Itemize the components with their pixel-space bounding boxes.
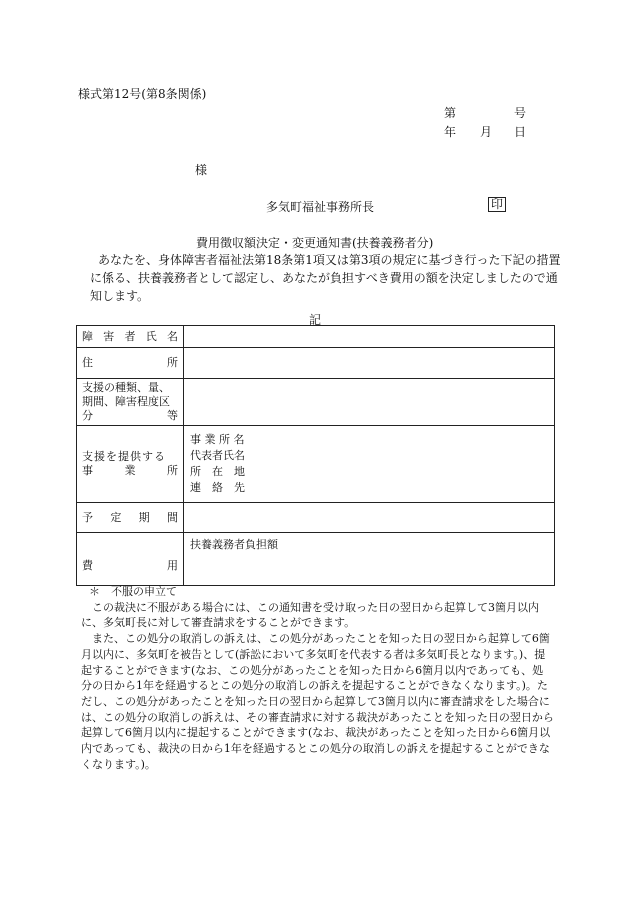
- label-char: 間: [166, 510, 178, 524]
- label-char: 害: [103, 329, 115, 343]
- label-char: 用: [167, 559, 178, 572]
- label-char: 住: [82, 356, 93, 369]
- label-text: 支援を提供する: [82, 450, 166, 463]
- seal-mark: 印: [488, 197, 506, 212]
- provider-contact-label: 連 絡 先: [190, 481, 245, 494]
- document-title: 費用徴収額決定・変更通知書(扶養義務者分): [196, 236, 434, 250]
- label-address: [77, 348, 184, 379]
- label-support-type: [77, 379, 184, 426]
- value-support-type: [184, 379, 555, 426]
- label-char: 費: [82, 559, 93, 572]
- notes-paragraph-2: また、この処分の取消しの訴えは、この処分があったことを知った日の翌日から起算して6箇月以内に、多気町を被告として(訴訟において多気町を代表する者は多気町長となります。)、提起することができます(なお、この処分があったことを知った日から6箇月以内であっても、処分の日から1年を経過するとこの処分の取消しの訴えを提起することができなくなります。)。ただし、この処分があったことを知った日の翌日から起算して3箇月以内に審査請求をした場合には、この処分の取消しの訴えは、その審査請求に対する裁決があったことを知った日の翌日から起算して6箇月以内に提起することができます(なお、裁決があったことを知った日から6箇月以内であっても、裁決の日から1年を経過するとこの処分の取消しの訴えを提起することができなくなります。)。: [81, 632, 554, 771]
- cost-item-label: 扶養義務者負担額: [190, 538, 278, 551]
- label-line: [82, 450, 178, 464]
- number-prefix: 第: [444, 106, 457, 120]
- notes-paragraph-1: この裁決に不服がある場合には、この通知書を受け取った日の翌日から起算して3箇月以内に、多気町長に対して審査請求をすることができます。: [81, 600, 539, 630]
- row-disabled-name: [77, 326, 555, 348]
- label-disabled-name: [77, 326, 184, 348]
- row-provider: [77, 426, 555, 503]
- form-number: 様式第12号(第8条関係): [78, 87, 207, 101]
- notes-heading: ＊ 不服の申立て: [89, 585, 177, 598]
- issuer-name: 多気町福祉事務所長: [266, 200, 375, 214]
- label-char: 業: [124, 464, 136, 477]
- label-char: 等: [167, 409, 178, 422]
- label-line: 支援の種類、量、: [82, 381, 170, 394]
- value-cost: [184, 533, 555, 586]
- row-period: [77, 503, 555, 533]
- label-char: 事: [82, 464, 93, 477]
- label-char: 分: [82, 409, 93, 422]
- label-period: [77, 503, 184, 533]
- label-char: 所: [167, 464, 178, 477]
- row-cost: [77, 533, 555, 586]
- intro-line-3: 知します。: [90, 289, 150, 303]
- details-table: [76, 325, 555, 586]
- label-char: 定: [110, 510, 122, 524]
- appeal-notes: [81, 584, 554, 772]
- row-support-type: [77, 379, 555, 426]
- provider-address-label: 所 在 地: [190, 465, 245, 478]
- date-day: 日: [514, 125, 527, 139]
- recipient-honorific: 様: [195, 163, 208, 177]
- label-char: 期: [138, 510, 150, 524]
- value-address: [184, 348, 555, 379]
- value-disabled-name: [184, 326, 555, 348]
- number-suffix: 号: [514, 106, 527, 120]
- label-line: 期間、障害程度区: [82, 395, 170, 408]
- provider-rep-label: 代表者氏名: [190, 449, 245, 462]
- label-char: 予: [82, 510, 93, 524]
- ki-marker: 記: [309, 313, 322, 327]
- label-char: 障: [82, 329, 93, 343]
- label-provider: [77, 426, 184, 503]
- intro-line-2: に係る、扶養義務者として認定し、あなたが負担すべき費用の額を決定しましたので通: [90, 271, 558, 285]
- label-char: 氏: [145, 329, 157, 343]
- intro-line-1: あなたを、身体障害者福祉法第18条第1項又は第3項の規定に基づき行った下記の措置: [98, 253, 561, 267]
- provider-name-label: 事 業 所 名: [190, 433, 245, 446]
- label-cost: [77, 533, 184, 586]
- label-char: 所: [167, 356, 178, 369]
- label-char: 者: [124, 329, 136, 343]
- value-period: [184, 503, 555, 533]
- value-provider: [184, 426, 555, 503]
- row-address: [77, 348, 555, 379]
- date-month: 月: [480, 125, 493, 139]
- date-year: 年: [444, 125, 457, 139]
- label-char: 名: [167, 329, 178, 343]
